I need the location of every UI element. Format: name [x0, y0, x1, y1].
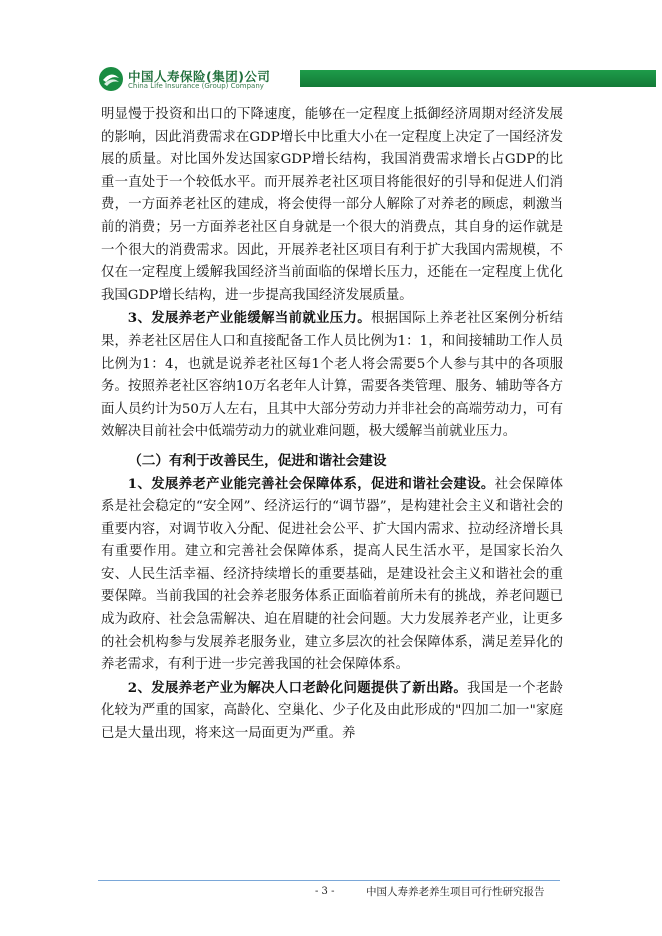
paragraph-employment: [101, 307, 563, 444]
paragraph-social-security-text: 社会保障体系是社会稳定的“安全网”、经济运行的“调节器”，是构建社会主义和谐社会的重要内容，对调节收入分配、促进社会公平、扩大国内需求、拉动经济增长具有重要作用。建立和完善社会保障体系，提高人民生活水平，是国家长治久安、人民生活幸福、经济持续增长的重要基础，是建设社会主义和谐社会的重要保障。当前我国的社会养老服务体系正面临着前所未有的挑战，养老问题已成为政府、社会急需解决、迫在眉睫的社会问题。大力发展养老产业，让更多的社会机构参与发展养老服务业，建立多层次的社会保障体系，满足差异化的养老需求，有利于进一步完善我国的社会保障体系。: [101, 476, 563, 673]
section-heading-livelihood: （二）有利于改善民生，促进和谐社会建设: [128, 452, 387, 469]
paragraph-social-security: [101, 473, 563, 677]
paragraph-aging-lead: 2、发展养老产业为解决人口老龄化问题提供了新出路。: [127, 679, 468, 696]
page-number: - 3 -: [315, 886, 335, 897]
china-life-logo-icon: [98, 66, 124, 92]
company-name-cn: 中国人寿保险(集团)公司: [128, 69, 271, 84]
page-header: [98, 66, 558, 92]
document-body: [101, 104, 563, 746]
company-name-en: China Life Insurance (Group) Company: [128, 82, 264, 90]
paragraph-employment-lead: 3、发展养老产业能缓解当前就业压力。: [127, 310, 372, 327]
paragraph-aging-text: 我国是一个老龄化较为严重的国家，高龄化、空巢化、少子化及由此形成的"四加二加一"家庭已是大量出现，将来这一局面更为严重。养: [101, 680, 563, 742]
footer-divider: [98, 880, 560, 881]
paragraph-social-security-lead: 1、发展养老产业能完善社会保障体系，促进和谐社会建设。: [127, 475, 495, 492]
paragraph-consumption: 明显慢于投资和出口的下降速度，能够在一定程度上抵御经济周期对经济发展的影响，因此消费需求在GDP增长中比重大小在一定程度上决定了一国经济发展的质量。对比国外发达国家GDP增长结构，我国消费需求增长占GDP的比重一直处于一个较低水平。而开展养老社区项目将能很好的引导和促进人们消费，一方面养老社区的建成，将会使得一部分人解除了对养老的顾虑，刺激当前的消费；另一方面养老社区自身就是一个很大的消费点，其自身的运作就是一个很大的消费需求。因此，开展养老社区项目有利于扩大我国内需规模，不仅在一定程度上缓解我国经济当前面临的保增长压力，还能在一定程度上优化我国GDP增长结构，进一步提高我国经济发展质量。: [101, 107, 563, 303]
report-title: 中国人寿养老养生项目可行性研究报告: [366, 886, 545, 898]
header-accent-bar: [300, 70, 656, 87]
paragraph-employment-text: 根据国际上养老社区案例分析结果，养老社区居住人口和直接配备工作人员比例为1：1，和间接辅助工作人员比例为1：4，也就是说养老社区每1个老人将会需要5个人参与其中的各项服务。按照养老社区容纳10万名老年人计算，需要各类管理、服务、辅助等各方面人员约计为50万人左右，且其中大部分劳动力并非社会的高端劳动力，可有效解决目前社会中低端劳动力的就业难问题，极大缓解当前就业压力。: [101, 311, 563, 440]
paragraph-aging: [101, 677, 563, 746]
